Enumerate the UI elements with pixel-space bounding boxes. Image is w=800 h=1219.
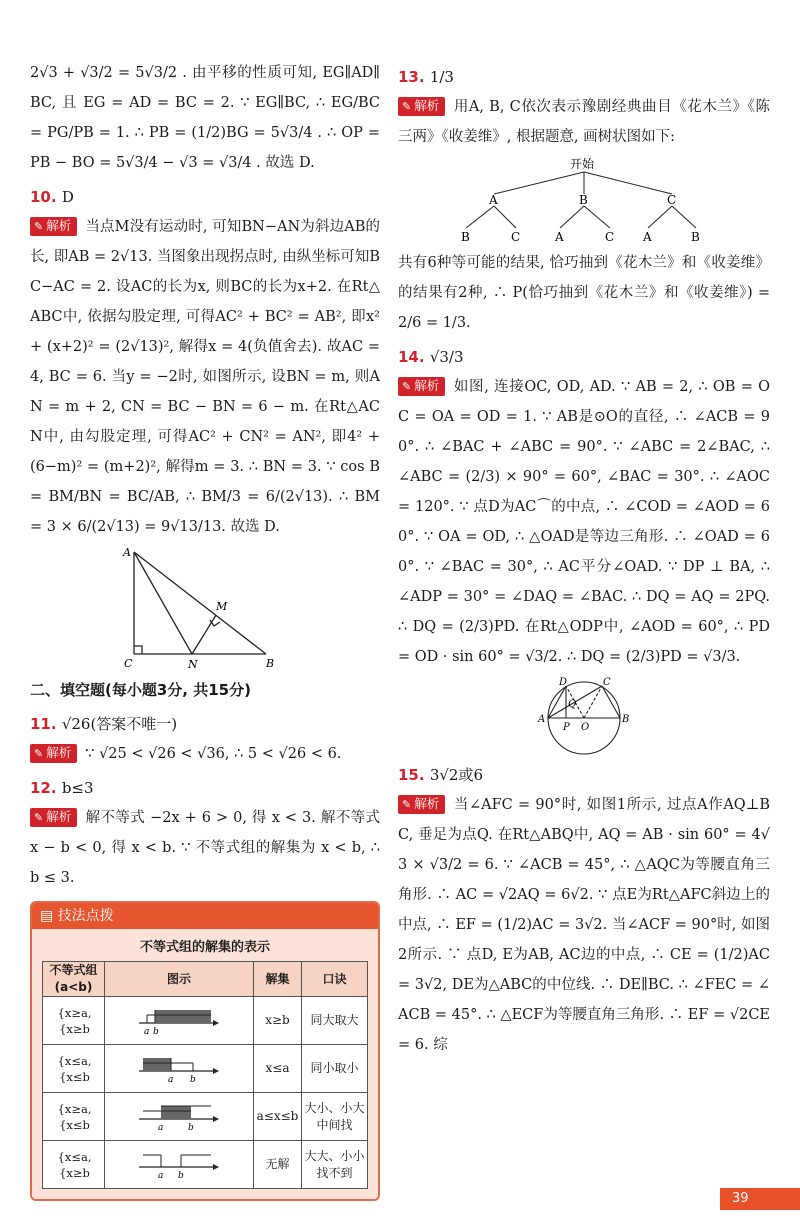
q10-heading [30, 182, 380, 212]
q10-answer: D [61, 188, 74, 206]
right-column [398, 58, 770, 1060]
triangle-figure [120, 546, 290, 671]
inequality-system: {x≤a, {x≤b [43, 1045, 105, 1093]
table-row [43, 1093, 368, 1141]
q13-conclusion: 共有6种等可能的结果, 恰巧抽到《花木兰》和《收姜维》的结果有2种, ∴ P(恰巧抽到《花木兰》和《收姜维》) = 2/6 = 1/3. [398, 255, 770, 331]
pencil-icon: ✎ [402, 100, 412, 113]
tree-leaf: A [643, 230, 652, 244]
q12-number: 12. [30, 779, 57, 797]
label-o: O [581, 722, 590, 733]
q15-heading [398, 760, 770, 790]
q14-answer: √3/3 [429, 348, 464, 366]
solution-set: 无解 [254, 1141, 302, 1189]
col-header: 解集 [254, 962, 302, 997]
svg-text:a: a [144, 1027, 150, 1035]
q15-number: 15. [398, 766, 425, 784]
label-b: B [622, 714, 630, 725]
q12-solution [30, 803, 380, 893]
q13-heading [398, 62, 770, 92]
rhyme: 大小、小大中间找 [302, 1093, 368, 1141]
label-n: N [188, 658, 198, 671]
q13-text: 用A, B, C依次表示豫剧经典曲目《花木兰》《陈三两》《收姜维》, 根据题意, 画树状图如下: [398, 99, 770, 145]
q10-solution [30, 212, 380, 542]
number-line-diagram [105, 997, 254, 1045]
table-row [43, 997, 368, 1045]
left-column [30, 58, 380, 1201]
q14-heading [398, 342, 770, 372]
label-a: A [538, 714, 546, 725]
tree-node: B [579, 193, 588, 207]
q15-answer: 3√2或6 [429, 766, 484, 784]
tree-leaf: B [461, 230, 470, 244]
q12-heading [30, 773, 380, 803]
label-m: M [216, 600, 228, 613]
tree-diagram [444, 156, 724, 244]
svg-text:b: b [178, 1171, 184, 1179]
tip-header: ▤ 技法点拨 [32, 903, 378, 929]
solution-set: x≤a [254, 1045, 302, 1093]
q13-number: 13. [398, 68, 425, 86]
q11-answer: √26(答案不唯一) [61, 715, 178, 733]
tip-title: 不等式组的解集的表示 [139, 940, 270, 955]
tree-root: 开始 [570, 157, 595, 171]
q11-number: 11. [30, 715, 57, 733]
pencil-icon: ✎ [402, 380, 412, 393]
section-heading: 二、填空题(每小题3分, 共15分) [30, 681, 251, 699]
label-p: P [563, 722, 570, 733]
table-row [43, 1141, 368, 1189]
col-header: 口诀 [302, 962, 368, 997]
number-line-diagram [105, 1141, 254, 1189]
label-b: B [266, 657, 275, 670]
tree-leaf: A [555, 230, 564, 244]
svg-text:a: a [158, 1123, 164, 1131]
q11-text: ∵ √25 < √26 < √36, ∴ 5 < √26 < 6. [85, 746, 342, 762]
q11-solution [30, 739, 380, 769]
svg-text:b: b [188, 1123, 194, 1131]
svg-text:a: a [168, 1075, 174, 1083]
tree-node: C [667, 193, 677, 207]
q14-number: 14. [398, 348, 425, 366]
inequality-system: {x≥a, {x≤b [43, 1093, 105, 1141]
tree-node: A [489, 193, 498, 207]
solution-set: a≤x≤b [254, 1093, 302, 1141]
inequality-table [42, 961, 368, 1189]
number-line-diagram [105, 1045, 254, 1093]
tree-leaf: C [511, 230, 521, 244]
rhyme: 同大取大 [302, 997, 368, 1045]
pencil-icon: ✎ [34, 747, 44, 760]
q12-answer: b≤3 [61, 779, 94, 797]
q12-text: 解不等式 −2x + 6 > 0, 得 x < 3. 解不等式 x − b < 0, 得 x < b. ∵ 不等式组的解集为 x < b, ∴ b ≤ 3. [30, 810, 380, 886]
label-a: A [123, 546, 131, 559]
tree-leaf: B [691, 230, 700, 244]
inequality-system: {x≤a, {x≥b [43, 1141, 105, 1189]
label-c: C [124, 657, 133, 670]
page-number: 39 [720, 1188, 800, 1210]
label-c: C [603, 677, 611, 688]
col-header: 图示 [105, 962, 254, 997]
analysis-tag: ✎ 解析 [398, 377, 445, 396]
q13-solution [398, 92, 770, 152]
q10-number: 10. [30, 188, 57, 206]
svg-text:a: a [158, 1171, 164, 1179]
q13-answer: 1/3 [429, 68, 454, 86]
q14-text: 如图, 连接OC, OD, AD. ∵ AB = 2, ∴ OB = OC = OA = OD = 1. ∵ AB是⊙O的直径, ∴ ∠ACB = 90°. ∴ ∠BAC + ∠ABC = 90°. ∵ ∠ABC = 2∠BAC, ∴ ∠ABC = (2/3) × 90° = 60°, ∠BAC = 30°. ∴ ∠AOC = 120°. ∵ 点D为AC⌒的中点, ∴ ∠COD = ∠AOD = 60°. ∵ OA = OD, ∴ △OAD是等边三角形. ∴ ∠OAD = 60°. ∵ ∠BAC = 30°, ∴ AC平分∠OAD. ∵ DP ⊥ BA, ∴ ∠ADP = 30° = ∠DAQ = ∠BAC. ∴ DQ = AQ = 2PQ. ∴ DQ = (2/3)PD. 在Rt△ODP中, ∠AOD = 60°, ∴ PD = OD · sin 60° = √3/2. ∴ DQ = (2/3)PD = √3/3. [398, 379, 770, 665]
svg-text:b: b [190, 1075, 196, 1083]
inequality-system: {x≥a, {x≥b [43, 997, 105, 1045]
q10-text: 当点M没有运动时, 可知BN−AN为斜边AB的长, 即AB = 2√13. 当图象出现拐点时, 由纵坐标可知BC−AC = 2. 设AC的长为x, 则BC的长为x+2. 在Rt△ABC中, 依据勾股定理, 可得AC² + BC² = AB², 即x² + (x+2)² = (2√13)², 解得x = 4(负值舍去). 故AC = 4, BC = 6. 当y = −2时, 如图所示, 设BN = m, 则AN = m + 2, CN = BC − BN = 6 − m. 在Rt△ACN中, 由勾股定理, 可得AC² + CN² = AN², 即4² + (6−m)² = (m+2)², 解得m = 3. ∴ BN = 3. ∵ cos B = BM/BN = BC/AB, ∴ BM/3 = 6/(2√13). ∴ BM = 3 × 6/(2√13) = 9√13/13. 故选 D. [30, 219, 380, 535]
analysis-tag: ✎ 解析 [30, 808, 77, 827]
solution-set: x≥b [254, 997, 302, 1045]
q15-solution [398, 790, 770, 1060]
number-line-diagram [105, 1093, 254, 1141]
pencil-icon: ✎ [402, 798, 412, 811]
label-d: D [559, 677, 568, 688]
q14-solution [398, 372, 770, 672]
tip-box [30, 901, 380, 1201]
solution-9-tail: 2√3 + √3/2 = 5√3/2 . 由平移的性质可知, EG∥AD∥BC, 且 EG = AD = BC = 2. ∵ EG∥BC, ∴ EG/BC = PG/PB = 1. ∴ PB = (1/2)BG = 5√3/4 . ∴ OP = PB − BO = 5√3/4 − √3 = √3/4 . 故选 D. [30, 65, 380, 171]
tip-content [32, 929, 378, 1199]
analysis-tag: ✎ 解析 [398, 795, 445, 814]
col-header: 不等式组 (a<b) [43, 962, 105, 997]
rhyme: 同小取小 [302, 1045, 368, 1093]
q15-text: 当∠AFC = 90°时, 如图1所示, 过点A作AQ⊥BC, 垂足为点Q. 在Rt△ABQ中, AQ = AB · sin 60° = 4√3 × √3/2 = 6. ∵ ∠ACB = 45°, ∴ △AQC为等腰直角三角形. ∴ AC = √2AQ = 6√2. ∵ 点E为Rt△AFC斜边上的中点, ∴ EF = (1/2)AC = 3√2. 当∠ACF = 90°时, 如图2所示. ∵ 点D, E为AB, AC边的中点, ∴ CE = (1/2)AC = 3√2, DE为△ABC的中位线. ∴ DE∥BC. ∴ ∠FEC = ∠ACB = 45°. ∴ △ECF为等腰直角三角形. ∴ EF = √2CE = 6. 综 [398, 797, 770, 1053]
analysis-tag: ✎ 解析 [30, 217, 77, 236]
rhyme: 大大、小小找不到 [302, 1141, 368, 1189]
table-row [43, 1045, 368, 1093]
analysis-tag: ✎ 解析 [398, 97, 445, 116]
label-q: Q [568, 699, 577, 710]
svg-text:b: b [153, 1027, 159, 1035]
pencil-icon: ✎ [34, 811, 44, 824]
analysis-tag: ✎ 解析 [30, 744, 77, 763]
table-header-row [43, 962, 368, 997]
pencil-icon: ✎ [34, 220, 44, 233]
circle-figure [519, 676, 649, 756]
document-icon: ▤ [40, 908, 58, 924]
tree-leaf: C [605, 230, 615, 244]
q11-heading [30, 709, 380, 739]
